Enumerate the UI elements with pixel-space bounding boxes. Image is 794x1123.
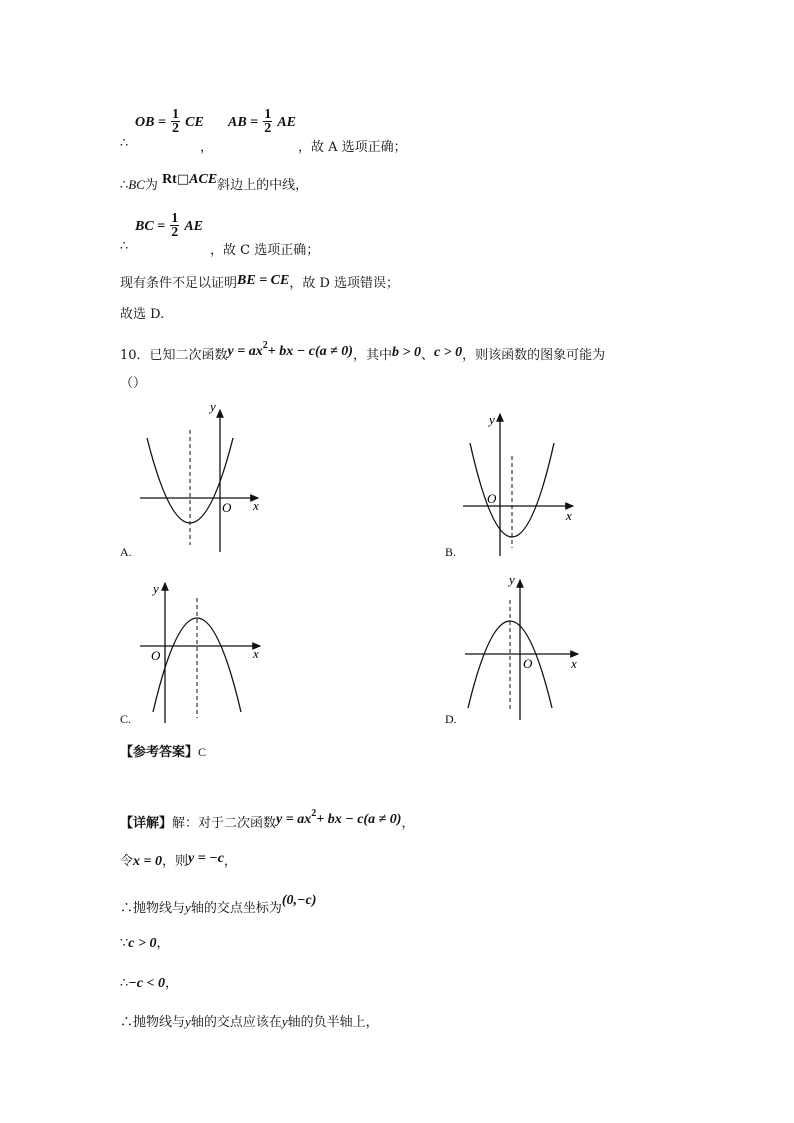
answer-line: 【参考答案】C	[120, 745, 207, 760]
eq-ob-ab	[135, 108, 204, 135]
detail-line-5: ∴−c < 0，	[120, 976, 178, 991]
detail-line-2: 令x = 0，则y = −c，	[120, 851, 237, 869]
line1-tail: ，故 A 选项正确；	[298, 140, 407, 155]
x-label: x	[571, 656, 577, 671]
detail-line-4: ∵c > 0，	[120, 936, 170, 951]
graph-a	[130, 400, 270, 560]
graph-c	[135, 578, 270, 726]
x-label: x	[253, 646, 259, 661]
comma: ，	[200, 140, 214, 155]
ae-label: AE	[277, 115, 297, 130]
detail-line-6: ∴抛物线与y轴的交点应该在y轴的负半轴上，	[120, 1014, 379, 1030]
ce-label: CE	[185, 115, 204, 130]
line4: 现有条件不足以证明BE = CE，故 D 选项错误；	[120, 273, 400, 291]
fraction-half: $\frac{1}{2}$	[172, 107, 180, 136]
line3-tail: ，故 C 选项正确；	[210, 243, 320, 258]
origin-label: O	[222, 500, 232, 515]
x-label: x	[253, 498, 259, 513]
question-10: 10．已知二次函数$y = ax^2+$ bx − c(a ≠ 0)，其中b > 0、c > 0，则该函数的图象可能为	[120, 339, 606, 363]
ab-label: AB =	[228, 115, 259, 130]
option-a-label: A.	[120, 545, 132, 559]
detail-line-3: ∴抛物线与y轴的交点坐标为(0,−c)	[120, 893, 317, 916]
graph-d	[460, 572, 585, 724]
y-label: y	[153, 581, 159, 596]
detail-line: 【详解】解：对于二次函数$y = ax^2+$ bx − c(a ≠ 0)，	[120, 807, 415, 831]
option-d-label: D.	[445, 712, 457, 726]
origin-label: O	[523, 656, 533, 671]
x-label: x	[566, 508, 572, 523]
answer-paren: （）	[120, 376, 147, 391]
therefore-symbol: ∴	[120, 136, 129, 151]
option-c-label: C.	[120, 712, 132, 726]
y-label: y	[509, 572, 515, 587]
therefore-symbol-2: ∴	[120, 239, 129, 254]
origin-label: O	[151, 648, 161, 663]
eq-bc: BC = $\frac{1}{2}$ AE	[135, 211, 204, 240]
origin-label: O	[487, 491, 497, 506]
y-label: y	[489, 412, 495, 427]
option-b-label: B.	[445, 545, 457, 559]
line5: 故选 D.	[120, 307, 165, 322]
y-label: y	[210, 400, 216, 414]
eq-ab	[228, 108, 296, 135]
ob-label: OB =	[135, 115, 166, 130]
fraction-half-2: $\frac{1}{2}$	[264, 107, 272, 136]
graph-b	[455, 408, 585, 560]
line2: ∴BC为 Rt□ACE斜边上的中线，	[120, 172, 309, 193]
